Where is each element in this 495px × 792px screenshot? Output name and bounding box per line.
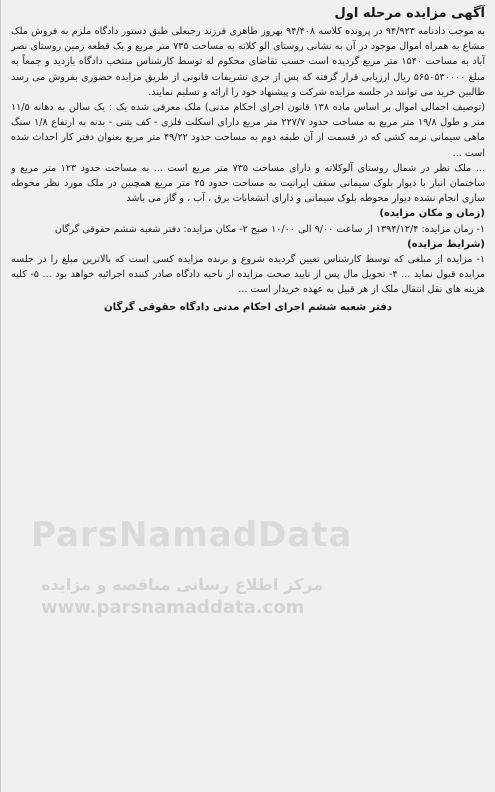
- notice-paragraph: ... ملک نظر در شمال روستای آلوکلاته و دارای مساحت ۷۳۵ متر مربع است ... به مساحت حدود ۱۲۳ متر مربع و ساختمان انبار با دیوار بلوک سیمانی سقف ایرانیت به مساحت حدود ۲۵ متر مربع همچنین در ملک مورد نظر محوطه سازی انجام نشده دیوار محوطه بلوک سیمانی و دارای انشعابات برق ، آب ، و گاز می باشد: [11, 162, 485, 205]
- watermark-text: مرکز اطلاع رسانی مناقصه و مزایده: [41, 575, 324, 594]
- notice-paragraph: (توصیف اجمالی اموال بر اساس ماده ۱۳۸ قانون اجرای احکام مدنی) ملک معرفی شده یک : یک سالن به دهانه ۱۱/۵ متر و طول ۱۹/۸ متر مربع به مساحت حدود ۲۲۷/۷ متر مربع دارای اسکلت فلزی - کف بتنی - بدنه به ارتفاع ۱/۸ سنگ ماهی سیمانی نرمه کشی که در قسمت از آن طبقه دوم به مساحت حدود ۴۹/۲۲ متر مربع بعنوان دفتر کار احداث شده است ...: [11, 102, 485, 159]
- notice-paragraph: به موجب دادنامه ۹۴/۹۲۳ در پرونده کلاسه ۹۴/۴۰۸ بهروز طاهری فرزند رجبعلی طبق دستور دادگاه ملزم به فروش ملک مشاع به همراه اموال موجود در آن به نشانی روستای الو کلاته به مساحت ۷۳۵ متر مربع و یک قطعه زمین روستای نصر آباد به مساحت ۱۵۴۰ متر مربع گردیده است حسب تقاضای محکوم له توسط کارشناس منتخب دادگاه بازدید و جمعاً به مبلغ ۵۶۵۰۵۳۰۰۰۰ ریال ارزیابی قرار گرفته که پس از جری تشریفات قانونی از طریق مزایده حضوری بفروش می رسد طالبین خرید می توانند در جلسه مزایده شرکت و پیشنهاد خود را ارائه و تسلیم نمایند.: [11, 26, 486, 98]
- watermark-logo: ParsNamadData: [31, 515, 353, 555]
- conditions-heading: (شرایط مزایده): [407, 238, 485, 250]
- time-place-heading: (زمان و مکان مزایده): [379, 208, 485, 220]
- watermark-url: www.parsnamaddata.com: [41, 597, 305, 618]
- conditions-text: ۱- مزایده از مبلغی که توسط کارشناس تعیین گردیده شروع و برنده مزایده کسی است که بالاترین مبلغ را در جلسه مزایده قبول نماید ... ۴- تحویل مال پس از تایید صحت مزایده از ناحیه دادگاه صادر کننده اجرائیه خواهد بود ... ۵- کلیه هزینه های نقل انتقال ملک از هر قبیل به عهده خریدار است ...: [11, 254, 485, 296]
- notice-signature: دفتر شعبه ششم اجرای احکام مدنی دادگاه حقوقی گرگان: [103, 301, 393, 313]
- notice-title: آگهی مزایده مرحله اول: [334, 6, 485, 21]
- time-place-text: ۱- زمان مزایده: ۱۳۹۴/۱۲/۴ از ساعت ۹/۰۰ الی ۱۰/۰۰ صبح ۲- مکان مزایده: دفتر شعبه ششم حقوقی گرگان: [54, 223, 485, 235]
